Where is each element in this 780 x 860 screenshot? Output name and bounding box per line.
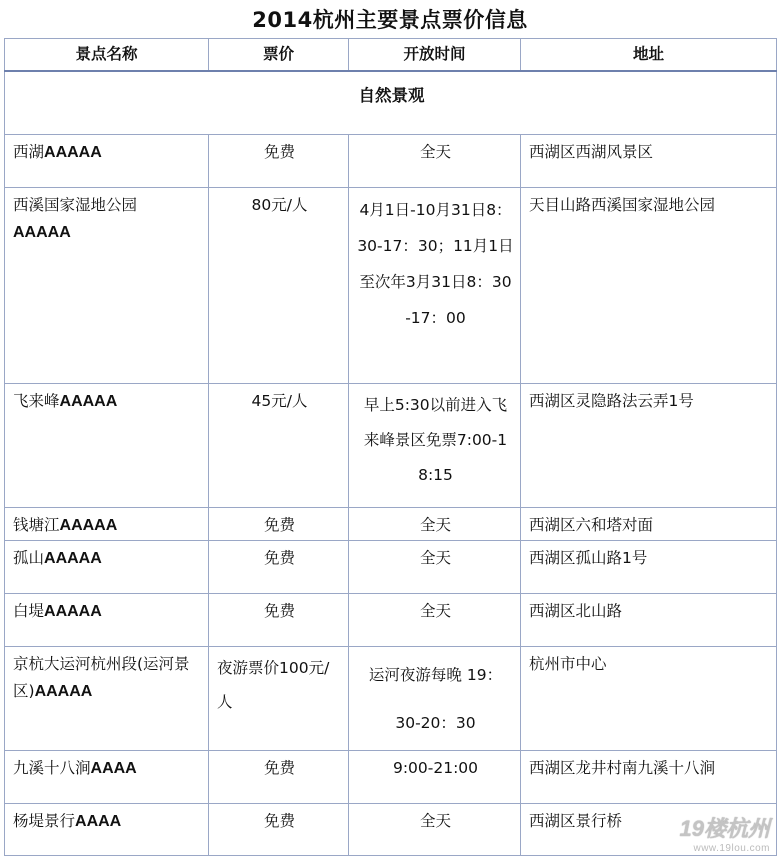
table-row [5, 384, 777, 508]
price-cell: 免费 [209, 508, 349, 541]
price-cell: 45元/人 [209, 384, 349, 508]
table-row [5, 541, 777, 594]
table-row [5, 135, 777, 188]
spot-name-cell [5, 135, 209, 188]
page-title: 2014杭州主要景点票价信息 [252, 8, 528, 32]
spot-grade: AAAAA [44, 550, 102, 567]
spot-name-cell [5, 508, 209, 541]
spot-name-cell [5, 541, 209, 594]
table-header-row [5, 39, 777, 72]
spot-name-cell [5, 647, 209, 751]
hours-cell: 早上5:30以前进入飞来峰景区免票7:00-18:15 [349, 384, 521, 508]
spot-name: 九溪十八涧 [13, 759, 91, 777]
address-cell: 西湖区景行桥 [521, 804, 777, 856]
price-cell: 免费 [209, 594, 349, 647]
spot-grade: AAAAA [34, 683, 93, 700]
spot-name-cell [5, 751, 209, 804]
hours-cell: 全天 [349, 594, 521, 647]
table-row [5, 594, 777, 647]
section-title: 自然景观 [5, 71, 777, 135]
hours-cell: 4月1日-10月31日8：30-17：30；11月1日至次年3月31日8：30-17：00 [349, 188, 521, 384]
spot-grade: AAAAA [44, 144, 102, 161]
price-cell: 免费 [209, 751, 349, 804]
hours-cell: 全天 [349, 508, 521, 541]
spot-name: 西溪国家湿地公园 [13, 196, 138, 214]
price-cell: 80元/人 [209, 188, 349, 384]
spot-grade: AAAAA [59, 393, 118, 410]
hours-cell: 运河夜游每晚 19：30-20：30 [349, 647, 521, 751]
price-cell: 免费 [209, 804, 349, 856]
spot-name: 杨堤景行 [13, 812, 76, 830]
column-header-hours: 开放时间 [349, 39, 521, 72]
watermark [680, 812, 770, 854]
watermark-url: www.19lou.com [693, 843, 770, 854]
address-cell: 西湖区六和塔对面 [521, 508, 777, 541]
spot-grade: AAAA [75, 813, 122, 830]
spot-name-cell [5, 188, 209, 384]
spot-name: 京杭大运河杭州段(运河景区) [13, 655, 190, 700]
spot-grade: AAAA [90, 760, 137, 777]
spot-name: 飞来峰 [13, 392, 60, 410]
hours-cell: 全天 [349, 135, 521, 188]
table-row [5, 508, 777, 541]
spot-name-cell [5, 594, 209, 647]
spot-grade: AAAAA [59, 517, 118, 534]
price-cell: 免费 [209, 541, 349, 594]
table-row [5, 751, 777, 804]
address-cell: 杭州市中心 [521, 647, 777, 751]
price-cell: 免费 [209, 135, 349, 188]
table-row [5, 804, 777, 856]
spot-name: 孤山 [13, 549, 45, 567]
table-row [5, 647, 777, 751]
hours-cell: 9:00-21:00 [349, 751, 521, 804]
column-header-price: 票价 [209, 39, 349, 72]
spot-name: 白堤 [13, 602, 45, 620]
address-cell: 西湖区龙井村南九溪十八涧 [521, 751, 777, 804]
address-cell: 西湖区西湖风景区 [521, 135, 777, 188]
hours-cell: 全天 [349, 541, 521, 594]
price-cell: 夜游票价100元/人 [209, 647, 349, 751]
spot-name: 西湖 [13, 143, 45, 161]
watermark-logo: 19楼杭州 [679, 816, 770, 841]
column-header-name: 景点名称 [5, 39, 209, 72]
section-row [5, 71, 777, 135]
column-header-address: 地址 [521, 39, 777, 72]
address-cell: 天目山路西溪国家湿地公园 [521, 188, 777, 384]
hours-cell: 全天 [349, 804, 521, 856]
address-cell: 西湖区孤山路1号 [521, 541, 777, 594]
spot-name: 钱塘江 [13, 516, 60, 534]
address-cell: 西湖区北山路 [521, 594, 777, 647]
ticket-price-table [4, 38, 777, 856]
spot-name-cell [5, 804, 209, 856]
spot-name-cell [5, 384, 209, 508]
table-row [5, 188, 777, 384]
spot-grade: AAAAA [13, 224, 71, 241]
address-cell: 西湖区灵隐路法云弄1号 [521, 384, 777, 508]
spot-grade: AAAAA [44, 603, 102, 620]
